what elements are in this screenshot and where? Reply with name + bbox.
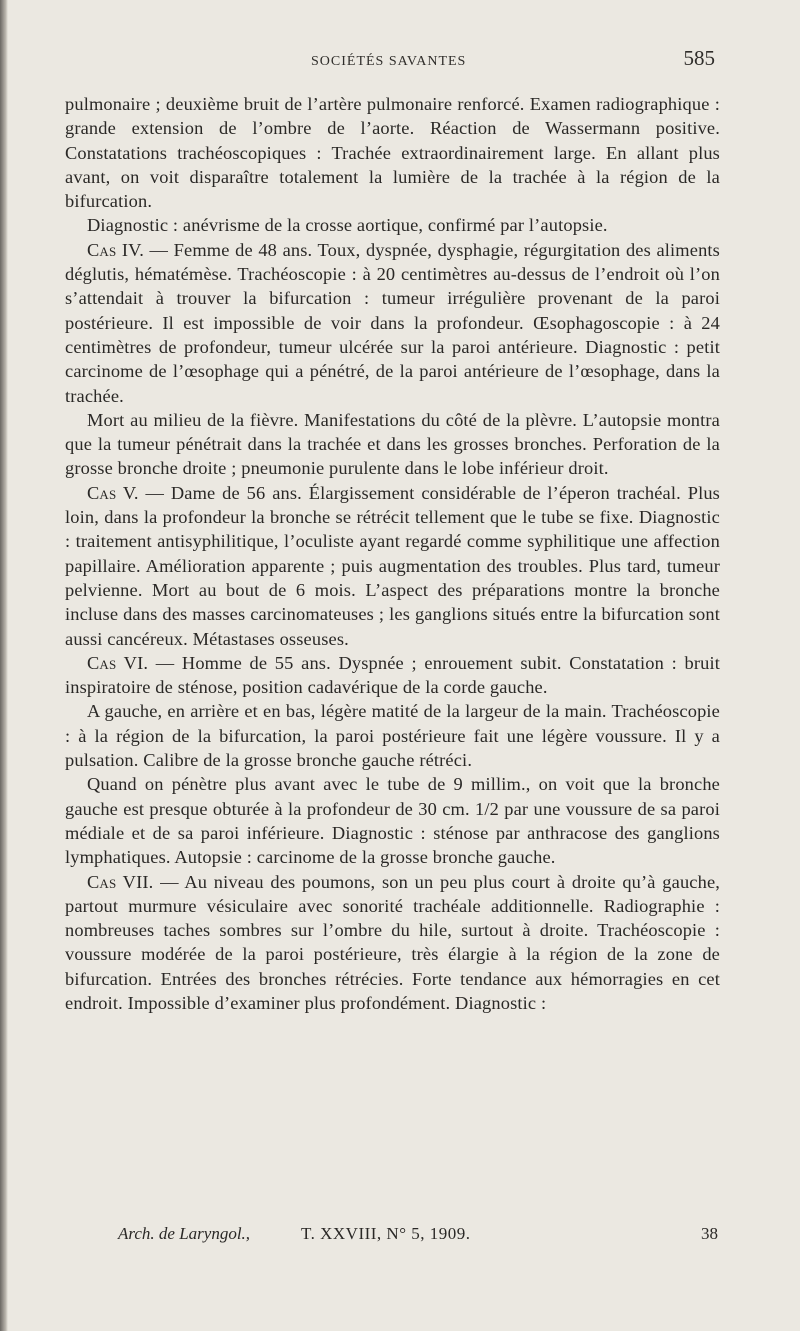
paragraph xyxy=(65,408,720,481)
page-number: 585 xyxy=(683,46,715,70)
case-label: Cas IV. xyxy=(87,239,144,260)
journal-volume: T. XXVIII, N° 5, 1909. xyxy=(301,1224,471,1243)
page-header xyxy=(65,46,715,78)
paragraph-text: Diagnostic : anévrisme de la crosse aortique, confirmé par l’autopsie. xyxy=(87,215,608,236)
case-label: Cas VII. xyxy=(87,871,154,892)
paragraph-text: — Au niveau des poumons, son un peu plus court à droite qu’à gauche, partout murmure vésiculaire avec sonorité trachéale additionnelle. Radiographie : nombreuses taches sombres sur l’ombre du hile, surtout à droite. Trachéoscopie : voussure modérée de la paroi postérieure, très élargie à la région de la zone de bifurcation. Entrées des bronches rétrécies. Forte tendance aux hémorragies en cet endroit. Impossible d’examiner plus profondément. Diagnostic : xyxy=(65,871,721,1013)
paragraph xyxy=(65,699,720,772)
case-label: Cas VI. xyxy=(87,652,149,673)
paragraph-text: Mort au milieu de la fièvre. Manifestations du côté de la plèvre. L’autopsie montra que la tumeur pénétrait dans la trachée et dans les grosses bronches. Perforation de la grosse bronche droite ; pneumonie purulente dans le lobe inférieur droit. xyxy=(65,409,720,479)
paragraph xyxy=(65,213,720,237)
paragraph-text: pulmonaire ; deuxième bruit de l’artère pulmonaire renforcé. Examen radiographique : grande extension de l’ombre de l’aorte. Réaction de Wassermann positive. Constatations trachéoscopiques : Trachée extraordinairement large. En allant plus avant, on voit disparaître totalement la lumière de la trachée à la région de la bifurcation. xyxy=(65,94,720,212)
paragraph xyxy=(65,92,720,213)
case-paragraph xyxy=(65,870,720,1016)
paragraph-text: Quand on pénètre plus avant avec le tube de 9 millim., on voit que la bronche gauche est presque obturée à la profondeur de 30 cm. 1/2 par une voussure de sa paroi médiale et de sa paroi inférieure. Diagnostic : sténose par anthracose des ganglions lymphatiques. Autopsie : carcinome de la grosse bronche gauche. xyxy=(65,774,720,868)
paragraph xyxy=(65,772,720,869)
running-head: SOCIÉTÉS SAVANTES xyxy=(311,54,467,69)
paragraph-text: — Dame de 56 ans. Élargissement considérable de l’éperon trachéal. Plus loin, dans la profondeur la bronche se rétrécit tellement que le tube se fixe. Diagnostic : traitement antisyphilitique, l’oculiste ayant regardé comme syphilitique une affection papillaire. Amélioration apparente ; puis augmentation des troubles. Plus tard, tumeur pelvienne. Mort au bout de 6 mois. L’aspect des préparations montre la bronche incluse dans des masses carcinomateuses ; les ganglions situés entre la bifurcation sont aussi cancéreux. Métastases osseuses. xyxy=(65,482,720,649)
case-paragraph xyxy=(65,651,720,700)
article-body xyxy=(65,92,720,1015)
paragraph-text: — Homme de 55 ans. Dyspnée ; enrouement subit. Constatation : bruit inspiratoire de sténose, position cadavérique de la corde gauche. xyxy=(65,652,720,698)
case-paragraph xyxy=(65,481,720,651)
page-footer xyxy=(118,1224,718,1250)
case-paragraph xyxy=(65,238,720,408)
page-binding-edge xyxy=(0,0,8,1331)
paragraph-text: A gauche, en arrière et en bas, légère matité de la largeur de la main. Trachéoscopie : à la région de la bifurcation, la paroi postérieure fait une légère voussure. Il y a pulsation. Calibre de la grosse bronche gauche rétréci. xyxy=(65,701,720,771)
signature-mark: 38 xyxy=(701,1224,718,1243)
paragraph-text: — Femme de 48 ans. Toux, dyspnée, dysphagie, régurgitation des aliments déglutis, hématémèse. Trachéoscopie : à 20 centimètres au-dessus de l’endroit où l’on s’attendait à trouver la bifurcation : tumeur irrégulière provenant de la paroi postérieure. Il est impossible de voir dans la profondeur. Œsophagoscopie : à 24 centimètres de profondeur, tumeur ulcérée sur la paroi antérieure. Diagnostic : petit carcinome de l’œsophage qui a pénétré, de la paroi antérieure de l’œsophage, dans la trachée. xyxy=(65,239,720,406)
case-label: Cas V. xyxy=(87,482,139,503)
journal-title: Arch. de Laryngol., xyxy=(118,1224,251,1243)
